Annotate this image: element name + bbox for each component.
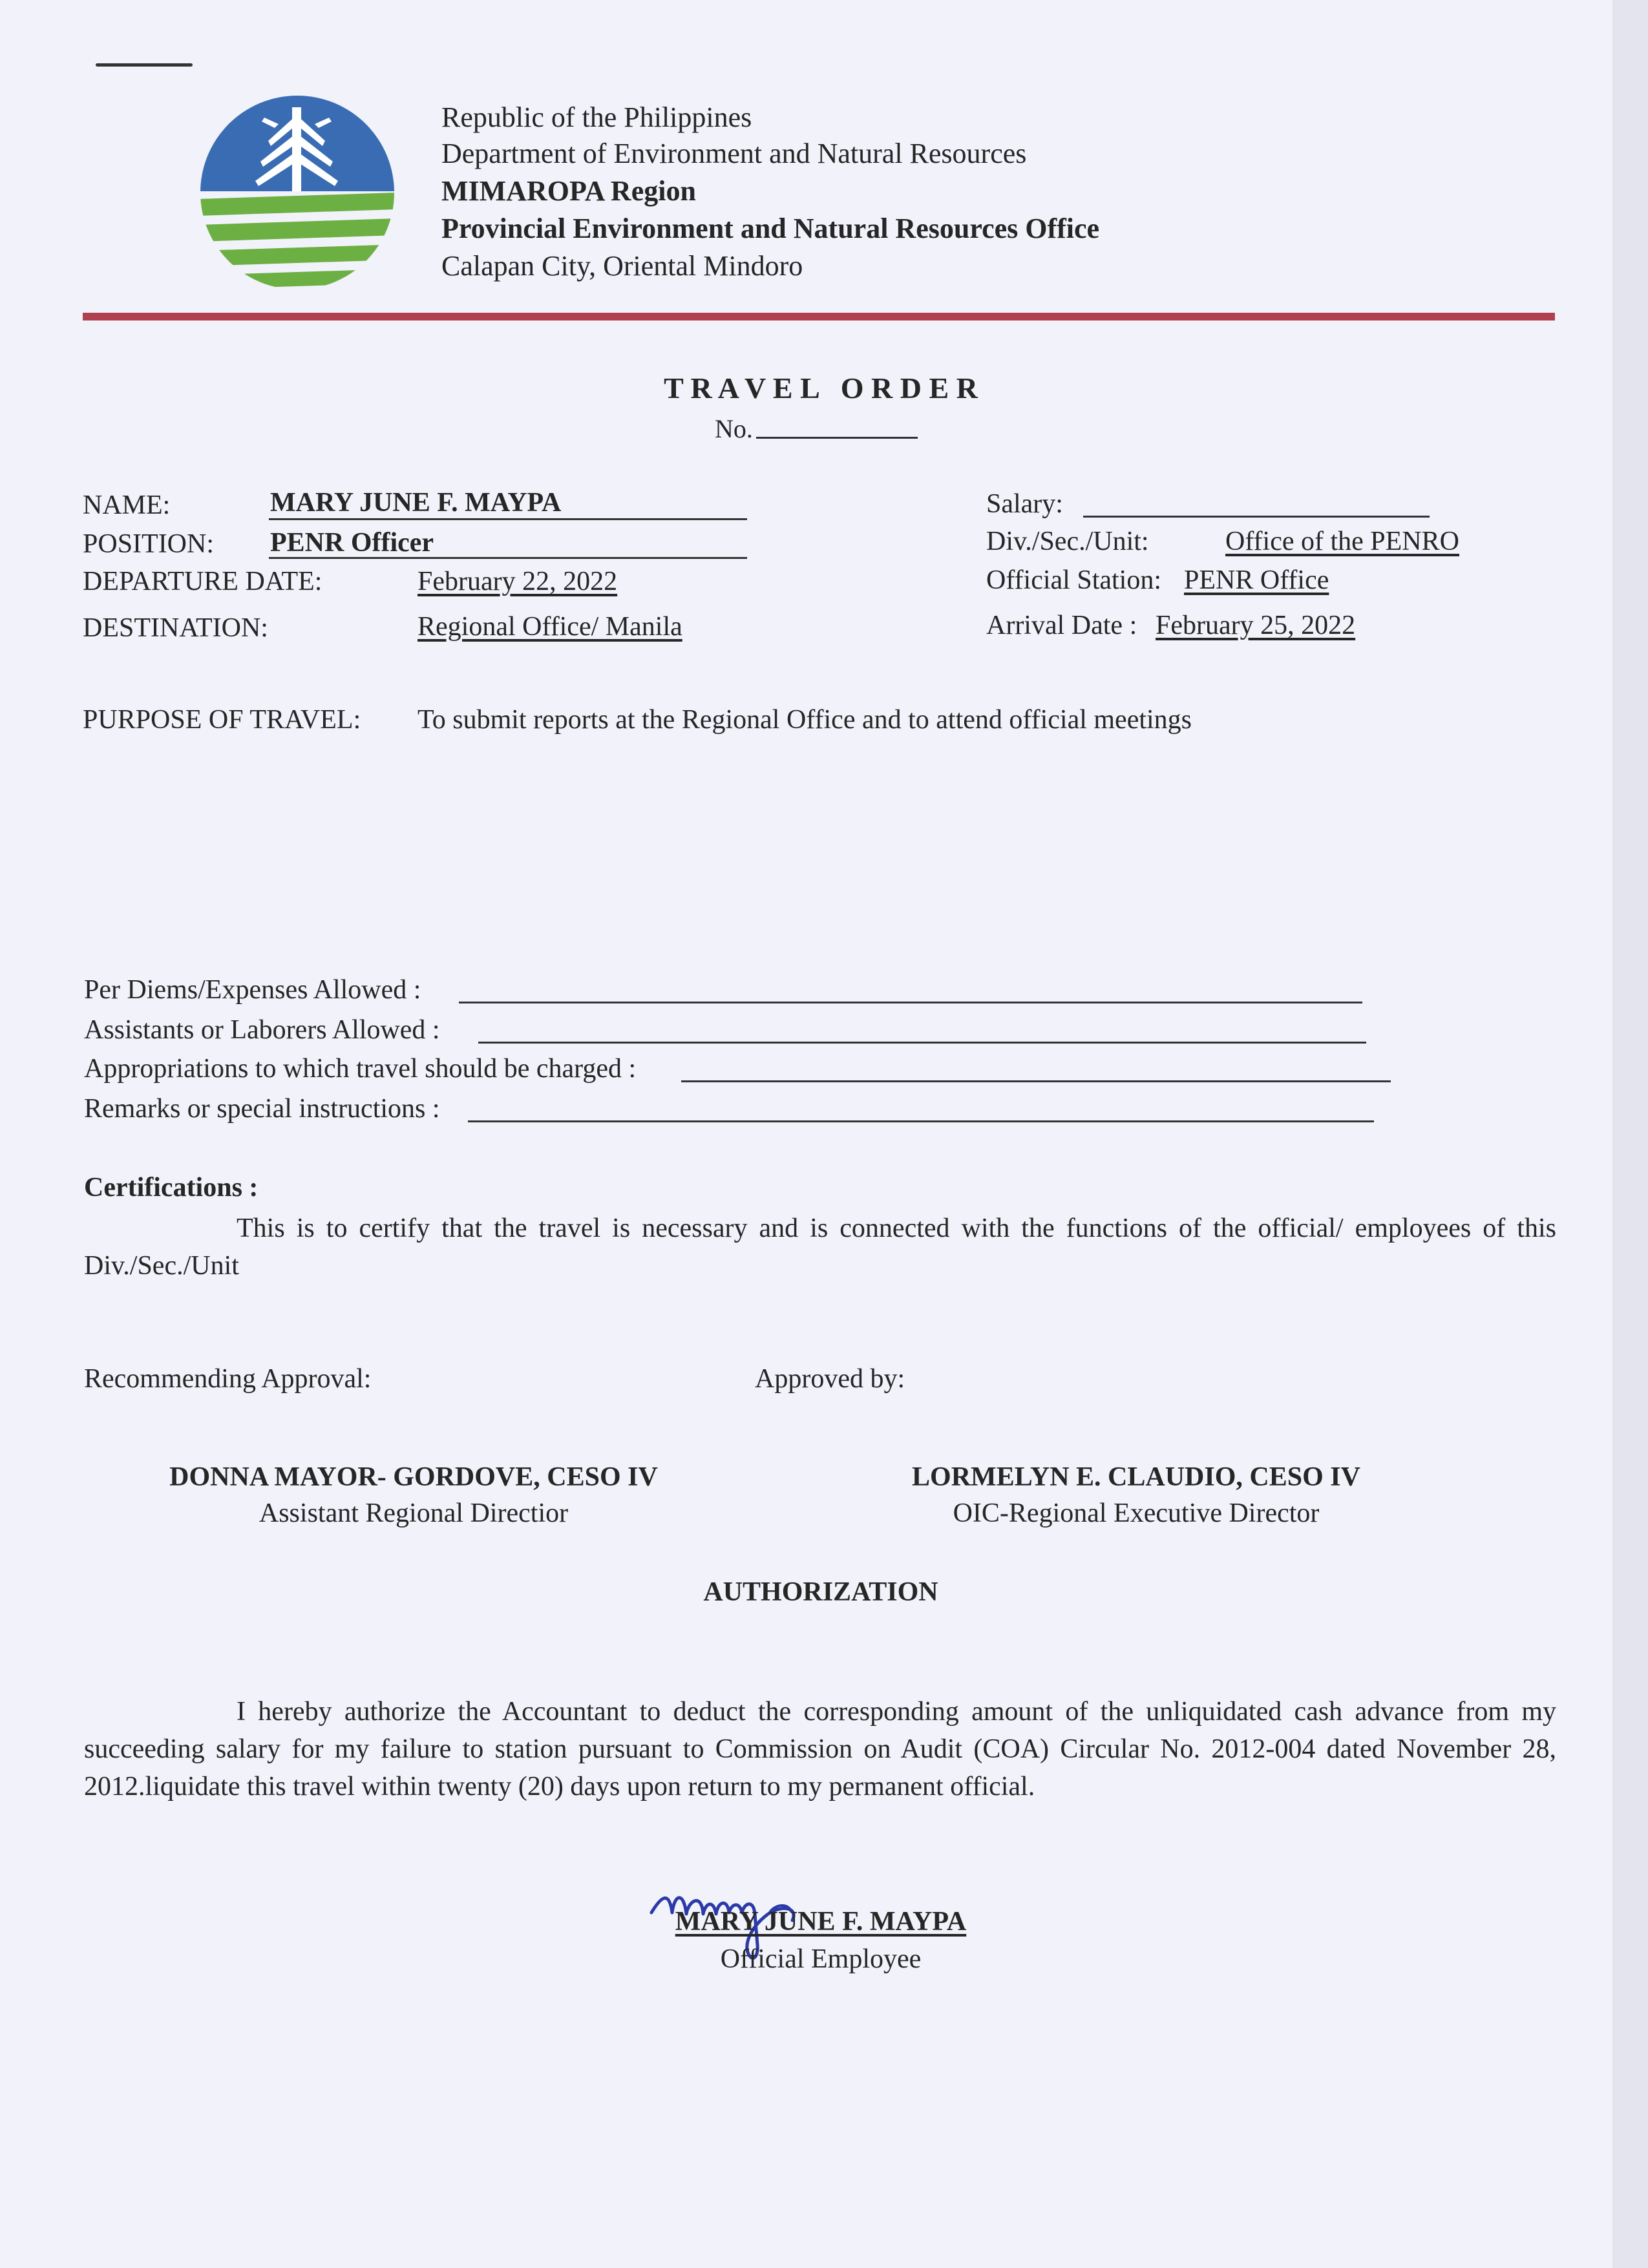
arrival-label: Arrival Date : (986, 611, 1137, 640)
recommender-name: DONNA MAYOR- GORDOVE, CESO IV (169, 1462, 658, 1492)
header-region: MIMAROPA Region (441, 175, 696, 207)
header-rule (83, 313, 1555, 320)
purpose-label: PURPOSE OF TRAVEL: (83, 705, 361, 735)
scan-edge (1612, 0, 1648, 2268)
order-number-label: No. (715, 414, 753, 443)
division-label: Div./Sec./Unit: (986, 527, 1149, 556)
per-diems-label: Per Diems/Expenses Allowed : (84, 975, 421, 1005)
name-line (269, 518, 747, 520)
page-title: T R A V E L O R D E R (664, 372, 978, 404)
employee-title: Official Employee (720, 1944, 922, 1974)
order-number-line (756, 437, 918, 439)
approver-title: OIC-Regional Executive Director (953, 1498, 1320, 1528)
per-diems-line (459, 1002, 1362, 1003)
position-value: PENR Officer (270, 528, 434, 558)
station-value: PENR Office (1184, 565, 1329, 595)
header-office: Provincial Environment and Natural Resources Office (441, 213, 1100, 244)
authorization-body: I hereby authorize the Accountant to deduct the corresponding amount of the unliquidated cash advance from my succeeding salary for my failure to station pursuant to Commission on Audit (COA) Circular No. 2012-004 dated November 28, 2012.liquidate this travel within twenty (20) days upon return to my permanent official. (84, 1697, 1556, 1801)
header-republic: Republic of the Philippines (441, 101, 752, 133)
remarks-line (468, 1120, 1374, 1122)
salary-line (1083, 516, 1430, 518)
position-line (269, 557, 747, 559)
purpose-value: To submit reports at the Regional Office and to attend official meetings (417, 705, 1192, 735)
certifications-body: This is to certify that the travel is necessary and is connected with the functions of the official/ employees of this Div./Sec./Unit (84, 1213, 1556, 1281)
denr-logo-icon (197, 96, 397, 289)
scan-mark (96, 63, 193, 67)
arrival-value: February 25, 2022 (1156, 611, 1356, 640)
authorization-heading: AUTHORIZATION (703, 1577, 938, 1607)
approved-label: Approved by: (755, 1364, 905, 1394)
salary-label: Salary: (986, 489, 1063, 519)
header-department: Department of Environment and Natural Resources (441, 138, 1027, 169)
appropriations-label: Appropriations to which travel should be charged : (84, 1054, 637, 1084)
header-city: Calapan City, Oriental Mindoro (441, 250, 803, 282)
position-label: POSITION: (83, 529, 215, 559)
appropriations-line (681, 1080, 1391, 1082)
station-label: Official Station: (986, 565, 1162, 595)
approver-name: LORMELYN E. CLAUDIO, CESO IV (912, 1462, 1360, 1492)
destination-value: Regional Office/ Manila (417, 612, 682, 642)
departure-value: February 22, 2022 (417, 567, 618, 596)
remarks-label: Remarks or special instructions : (84, 1094, 440, 1124)
recommender-title: Assistant Regional Directior (259, 1498, 569, 1528)
departure-label: DEPARTURE DATE: (83, 567, 322, 596)
recommending-label: Recommending Approval: (84, 1364, 372, 1394)
destination-label: DESTINATION: (83, 613, 268, 643)
name-label: NAME: (83, 490, 171, 520)
employee-name: MARY JUNE F. MAYPA (675, 1907, 967, 1937)
assistants-line (478, 1042, 1366, 1044)
certifications-heading: Certifications : (84, 1173, 259, 1202)
division-value: Office of the PENRO (1225, 527, 1459, 556)
name-value: MARY JUNE F. MAYPA (270, 488, 562, 518)
assistants-label: Assistants or Laborers Allowed : (84, 1015, 440, 1045)
